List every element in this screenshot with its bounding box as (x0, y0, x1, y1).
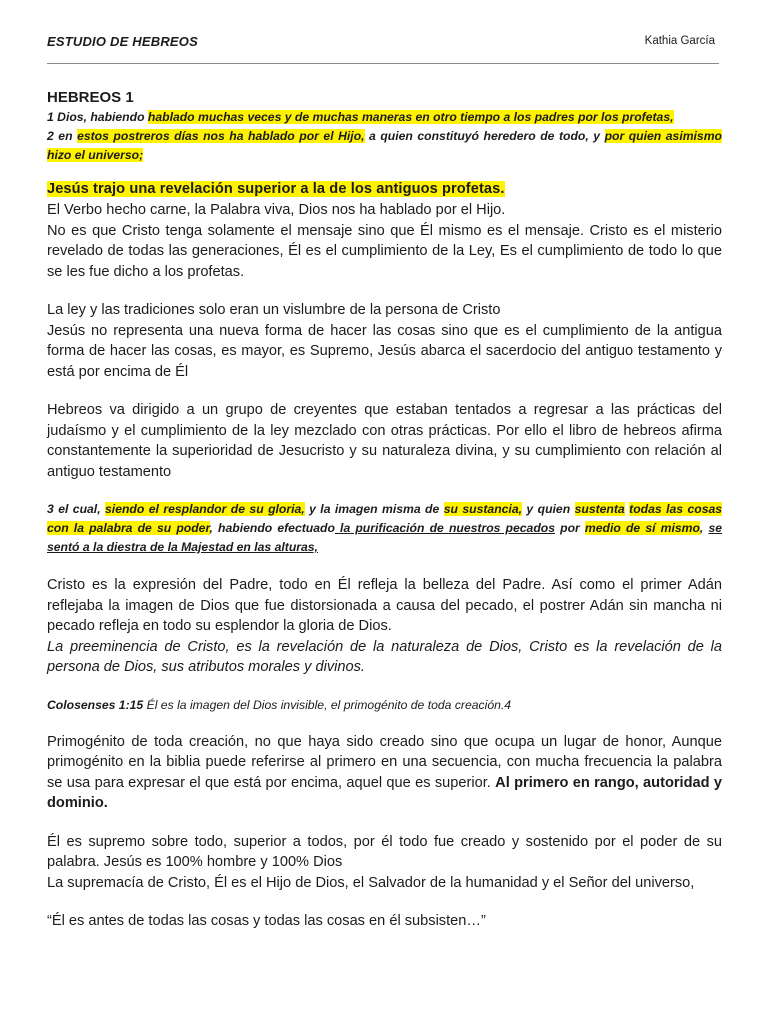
paragraph: Jesús no representa una nueva forma de hacer las cosas sino que es el cumplimiento de la antigua forma de hacer las cosas, es mayor, es Supremo, Jesús abarca el sacerdocio del antiguo testamento y está por encima de Él (47, 322, 722, 380)
paragraph-italic: La preeminencia de Cristo, es la revelación de la naturaleza de Dios, Cristo es la revelación de la persona de Dios, sus atributos morales y divinos. (47, 638, 722, 675)
verse-3: 3 el cual, siendo el resplandor de su gloria, y la imagen misma de su sustancia, y quien sustenta todas las cosas con la palabra de su poder, habiendo efectuado la purificación de nuestros pecados por medio de sí mismo, se sentó a la diestra de la Majestad en las alturas, (47, 502, 723, 554)
paragraph: Hebreos va dirigido a un grupo de creyentes que estaban tentados a regresar a las prácticas del judaísmo y el cumplimiento de la ley mezclado con otras prácticas. Por ello el libro de hebreos afirma constantemente la superioridad de Jesucristo y su naturaleza divina, y su cumplimiento con relación al antiguo testamento (47, 402, 722, 480)
highlight: sustenta (574, 502, 625, 516)
verse-2: 2 en estos postreros días nos ha hablado por el Hijo, a quien constituyó heredero de todo, y por quien asimismo hizo el universo; (47, 129, 722, 162)
bible-reference: Colosenses 1:15 Él es la imagen del Dios invisible, el primogénito de toda creación.4 (47, 697, 512, 712)
document-title: ESTUDIO DE HEBREOS (47, 34, 198, 49)
author-name: Kathia García (644, 35, 715, 47)
quote: “Él es antes de todas las cosas y todas las cosas en él subsisten…” (47, 913, 486, 929)
paragraph: No es que Cristo tenga solamente el mensaje sino que Él mismo es el mensaje. Cristo es el misterio revelado de todas las generaciones, Él es el cumplimiento de la Ley, Es el cumplimiento de todo lo que se les fue dicho a los profetas. (47, 222, 722, 280)
paragraph: El Verbo hecho carne, la Palabra viva, Dios nos ha hablado por el Hijo. (47, 202, 506, 218)
highlight: siendo el resplandor de su gloria, (105, 502, 305, 516)
paragraph: Cristo es la expresión del Padre, todo en Él refleja la belleza del Padre. Así como el primer Adán reflejaba la imagen de Dios que fue distorsionada a causa del pecado, el postrer Adán sin mancha ni pecado refleja en todo su esplendor la gloria de Dios. (47, 577, 722, 634)
paragraph: Él es supremo sobre todo, superior a todos, por él todo fue creado y sostenido por el poder de su palabra. Jesús es 100% hombre y 100% Dios (47, 833, 722, 870)
chapter-title: HEBREOS 1 (47, 89, 134, 106)
paragraph: La ley y las tradiciones solo eran un vislumbre de la persona de Cristo (47, 302, 501, 318)
highlight: hablado muchas veces y de muchas maneras en otro tiempo a los padres por los profetas, (147, 110, 674, 124)
section-heading: Jesús trajo una revelación superior a la de los antiguos profetas. (47, 181, 505, 197)
paragraph: Primogénito de toda creación, no que haya sido creado sino que ocupa un lugar de honor, Aunque primogénito en la biblia puede referirse al primero en una secuencia, con mucha frecuencia la palabra se usa para expresar el que está por encima, aquel que es superior. Al primero en rango, autoridad y dominio. (47, 733, 722, 811)
header-divider (47, 63, 719, 64)
highlight: medio de sí mismo (584, 521, 700, 535)
verse-1: 1 Dios, habiendo hablado muchas veces y de muchas maneras en otro tiempo a los padres por los profetas, (47, 110, 674, 124)
document-body (47, 88, 722, 932)
highlight: estos postreros días nos ha hablado por el Hijo, (77, 129, 365, 143)
paragraph: La supremacía de Cristo, Él es el Hijo de Dios, el Salvador de la humanidad y el Señor del universo, (47, 874, 695, 891)
page-header (47, 34, 719, 52)
underline: la purificación de nuestros pecados (334, 521, 555, 535)
underline: se sentó a la diestra de la Majestad en las alturas, (47, 521, 722, 554)
highlight: su sustancia, (443, 502, 522, 516)
highlight: por quien asimismo hizo el universo; (47, 129, 722, 162)
highlight: todas las cosas con la palabra de su poder (47, 502, 723, 535)
